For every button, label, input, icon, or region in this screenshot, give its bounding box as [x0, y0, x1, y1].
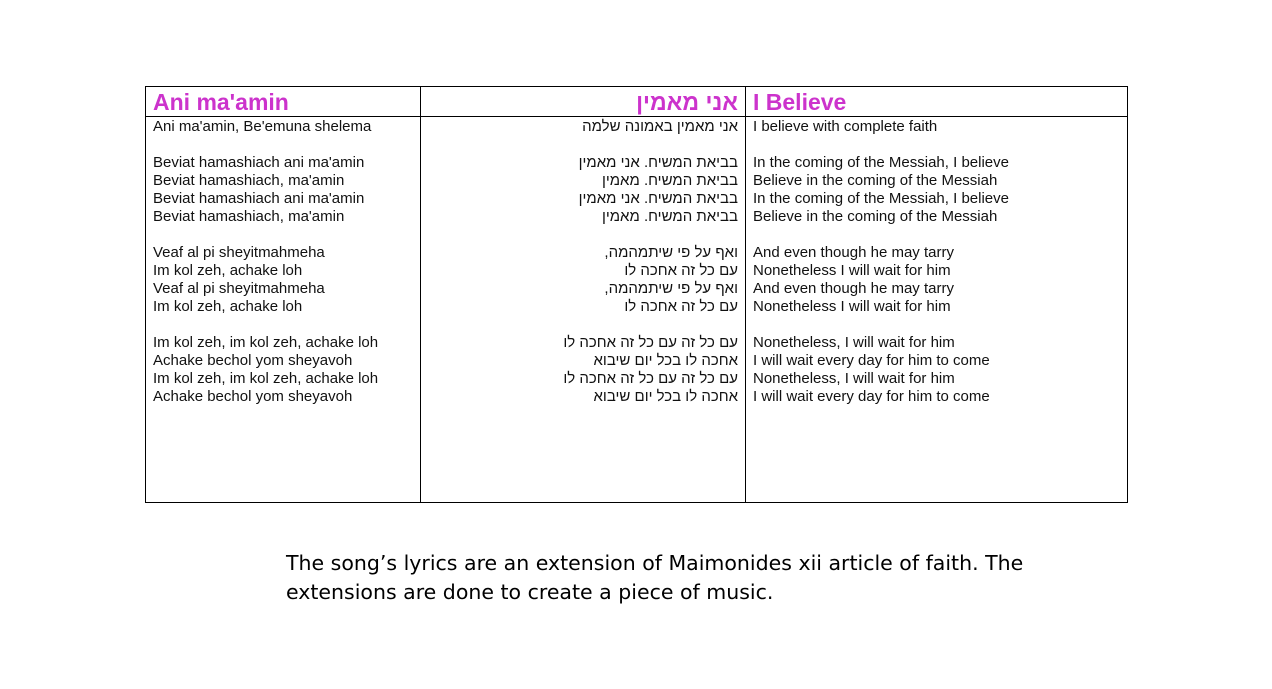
lyric-line: Beviat hamashiach, ma'amin: [153, 208, 345, 225]
lyric-line: Ani ma'amin, Be'emuna shelema: [153, 118, 372, 135]
lyric-line: אחכה לו בכל יום שיבוא: [593, 352, 738, 369]
lyric-line: Im kol zeh, im kol zeh, achake loh: [153, 370, 379, 387]
lyric-line: In the coming of the Messiah, I believe: [753, 154, 1009, 171]
lyric-line: I believe with complete faith: [753, 118, 938, 135]
stanza-gap: [153, 226, 413, 244]
stanza-gap: [428, 226, 738, 244]
lyric-line: עם כל זה אחכה לו: [624, 262, 738, 279]
lyric-line: בביאת המשיח. אני מאמין: [578, 190, 738, 207]
lyric-line: I will wait every day for him to come: [753, 388, 990, 405]
lyric-line: עם כל זה עם כל זה אחכה לו: [563, 370, 738, 387]
lyric-line: Nonetheless, I will wait for him: [753, 334, 955, 351]
lyric-line: Nonetheless I will wait for him: [753, 298, 951, 315]
lyric-line: ואף על פי שיתמהמה,: [604, 244, 738, 261]
lyric-line: Achake bechol yom sheyavoh: [153, 352, 353, 369]
stanza-gap: [428, 136, 738, 154]
stanza-gap: [428, 316, 738, 334]
lyric-line: Veaf al pi sheyitmahmeha: [153, 280, 325, 297]
lyric-line: Veaf al pi sheyitmahmeha: [153, 244, 325, 261]
lyric-line: I will wait every day for him to come: [753, 352, 990, 369]
lyric-line: אחכה לו בכל יום שיבוא: [593, 388, 738, 405]
caption-text: The song’s lyrics are an extension of Maimonides xii article of faith. The extensions are done to create a piece of music.: [286, 551, 1024, 604]
stanza-gap: [753, 316, 1120, 334]
lyric-line: Im kol zeh, achake loh: [153, 262, 303, 279]
transliteration-lyrics: [146, 117, 420, 406]
lyric-line: And even though he may tarry: [753, 280, 954, 297]
lyric-line: עם כל זה אחכה לו: [624, 298, 738, 315]
stanza-gap: [753, 136, 1120, 154]
english-heading: I Believe: [746, 87, 1127, 117]
transliteration-column: [146, 87, 420, 502]
lyric-line: Beviat hamashiach ani ma'amin: [153, 190, 365, 207]
lyric-line: Believe in the coming of the Messiah: [753, 208, 998, 225]
lyric-line: Achake bechol yom sheyavoh: [153, 388, 353, 405]
lyric-line: עם כל זה עם כל זה אחכה לו: [563, 334, 738, 351]
lyric-line: Beviat hamashiach, ma'amin: [153, 172, 345, 189]
lyric-line: ואף על פי שיתמהמה,: [604, 280, 738, 297]
lyric-line: בביאת המשיח. אני מאמין: [578, 154, 738, 171]
stanza-gap: [153, 136, 413, 154]
lyrics-table: [145, 86, 1128, 503]
lyric-line: Beviat hamashiach ani ma'amin: [153, 154, 365, 171]
lyric-line: בביאת המשיח. מאמין: [601, 172, 738, 189]
hebrew-heading: אני מאמין: [421, 87, 745, 117]
lyric-line: Nonetheless, I will wait for him: [753, 370, 955, 387]
transliteration-heading: Ani ma'amin: [146, 87, 420, 117]
lyric-line: Im kol zeh, achake loh: [153, 298, 303, 315]
english-column: [745, 87, 1127, 502]
lyric-line: Im kol zeh, im kol zeh, achake loh: [153, 334, 379, 351]
lyric-line: אני מאמין באמונה שלמה: [582, 118, 738, 135]
lyric-line: And even though he may tarry: [753, 244, 954, 261]
lyric-line: Believe in the coming of the Messiah: [753, 172, 998, 189]
hebrew-column: [420, 87, 745, 502]
stanza-gap: [753, 226, 1120, 244]
lyric-line: In the coming of the Messiah, I believe: [753, 190, 1009, 207]
lyric-line: Nonetheless I will wait for him: [753, 262, 951, 279]
stanza-gap: [153, 316, 413, 334]
hebrew-lyrics: [421, 117, 745, 406]
lyric-line: בביאת המשיח. מאמין: [601, 208, 738, 225]
english-lyrics: [746, 117, 1127, 406]
